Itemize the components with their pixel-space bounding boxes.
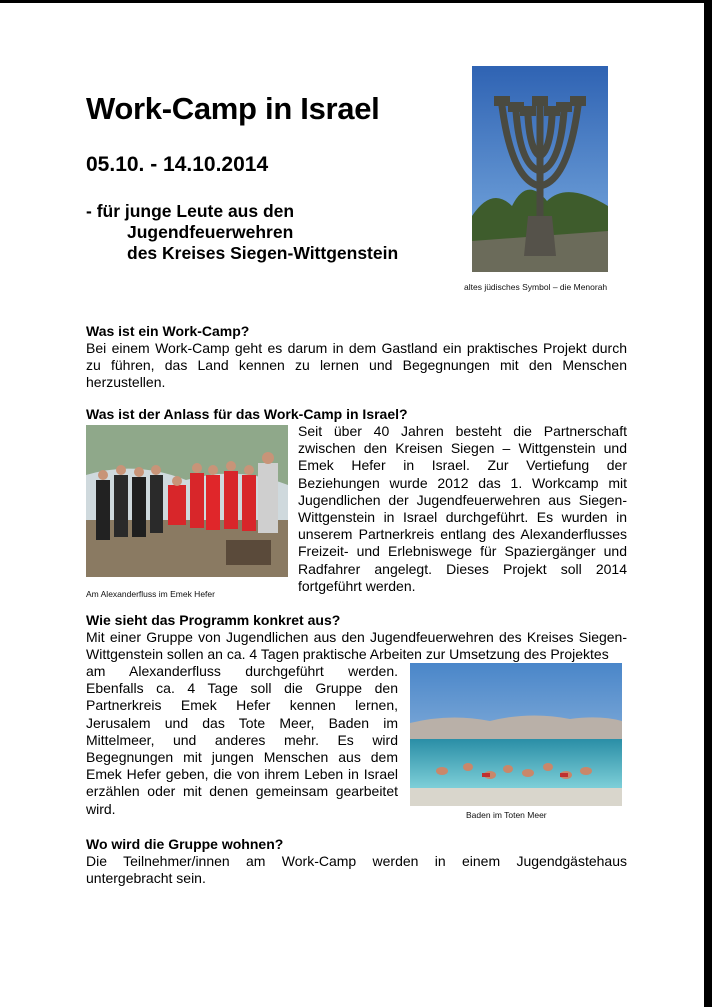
section-text-what-is-workcamp: Bei einem Work-Camp geht es darum in dem Gastland ein praktisches Projekt durch zu führen, das Land kennen zu lernen und Begegnungen mit den Menschen herzustellen. [86, 340, 627, 391]
section-text-accommodation: Die Teilnehmer/innen am Work-Camp werden in einem Jugendgästehaus untergebracht sein. [86, 853, 627, 887]
section-heading-program: Wie sieht das Programm konkret aus? [86, 612, 341, 628]
section-heading-what-is-workcamp: Was ist ein Work-Camp? [86, 323, 250, 339]
dead-sea-caption: Baden im Toten Meer [466, 810, 547, 820]
page-subtitle [86, 201, 398, 264]
dead-sea-image [410, 663, 622, 806]
event-dates: 05.10. - 14.10.2014 [86, 153, 269, 176]
menorah-image [472, 66, 608, 272]
window-edge-right [704, 0, 712, 1007]
menorah-photo [472, 66, 608, 272]
river-work-caption: Am Alexanderfluss im Emek Hefer [86, 589, 215, 599]
subtitle-line-3: des Kreises Siegen-Wittgenstein [127, 243, 399, 263]
section-heading-accommodation: Wo wird die Gruppe wohnen? [86, 836, 284, 852]
section-text-program-intro: Mit einer Gruppe von Jugendlichen aus den Jugendfeuerwehren des Kreises Siegen-Wittgenstein sollen an ca. 4 Tagen praktische Arbeiten zur Umsetzung des Projektes [86, 629, 627, 663]
river-work-image [86, 425, 288, 577]
page-title: Work-Camp in Israel [86, 91, 380, 126]
section-text-program-details: am Alexanderfluss durchgeführt werden. Ebenfalls ca. 4 Tage soll die Gruppe den Partnerkreis Emek Hefer kennen lernen, Jerusalem und das Tote Meer, Baden im Mittelmeer, und anderes mehr. Es wird Begegnungen mit jungen Menschen aus dem Emek Hefer geben, die von ihrem Leben in Israel erzählen oder mit denen gemeinsam gearbeitet wird. [86, 663, 398, 817]
subtitle-line-2: Jugendfeuerwehren [127, 222, 294, 242]
river-work-photo [86, 425, 288, 577]
dead-sea-photo [410, 663, 622, 806]
section-heading-occasion: Was ist der Anlass für das Work-Camp in Israel? [86, 406, 408, 422]
document-page [0, 3, 704, 1007]
menorah-caption: altes jüdisches Symbol – die Menorah [464, 282, 608, 292]
section-text-occasion: Seit über 40 Jahren besteht die Partnerschaft zwischen den Kreisen Siegen – Wittgenstein und Emek Hefer in Israel. Zur Vertiefung der Beziehungen wurde 2012 das 1. Workcamp mit Jugendlichen der Jugendfeuerwehren aus Siegen-Wittgenstein in Israel durchgeführt. Es wurden in unserem Partnerkreis entlang des Alexanderflusses Freizeit- und Erlebniswege für Spaziergänger und Radfahrer angelegt. Dieses Projekt soll 2014 fortgeführt werden. [298, 423, 627, 594]
subtitle-line-1: - für junge Leute aus den [86, 201, 295, 221]
